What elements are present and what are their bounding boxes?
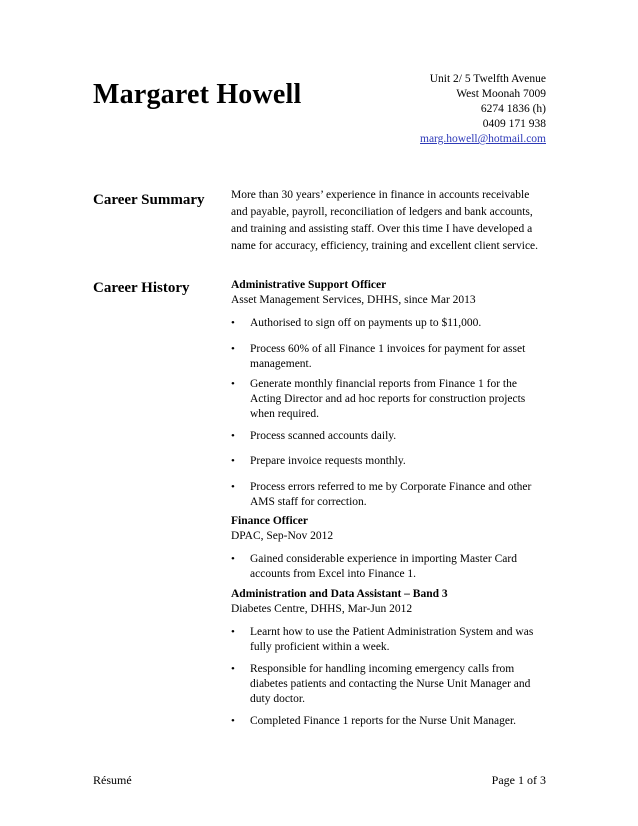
list-item-text: diabetes patients and contacting the Nurse Unit Manager and [250,678,531,690]
list-item-text: Authorised to sign off on payments up to $11,000. [250,317,482,329]
list-item [231,714,551,729]
list-item-text: Process 60% of all Finance 1 invoices for payment for asset [250,343,526,355]
list-item-text: Generate monthly financial reports from Finance 1 for the [250,378,517,390]
bullet-icon: • [231,715,235,727]
phone-home: 6274 1836 (h) [480,103,546,115]
page-number: Page 1 of 3 [491,773,546,787]
bullet-icon: • [231,378,235,390]
career-summary-heading: Career Summary [93,192,205,208]
bullet-icon: • [231,343,235,355]
summary-line: and training and assisting staff. Over this time I have developed a [231,223,533,235]
candidate-name: Margaret Howell [93,79,302,110]
list-item [231,552,551,582]
contact-block [420,72,546,147]
list-item-text: Completed Finance 1 reports for the Nurse Unit Manager. [250,715,517,727]
footer-title: Résumé [93,773,132,787]
summary-line: and payable, payroll, reconciliation of ledgers and bank accounts, [231,206,533,218]
summary-line: More than 30 years’ experience in finance in accounts receivable [231,189,530,201]
job-entry [231,587,551,617]
bullet-icon: • [231,455,235,467]
list-item-text: Process errors referred to me by Corporate Finance and other [250,481,532,493]
list-item-text: Learnt how to use the Patient Administration System and was [250,626,534,638]
list-item-text: Acting Director and ad hoc reports for construction projects [250,393,526,405]
bullet-icon: • [231,626,235,638]
job-entry [231,514,551,544]
list-item [231,377,551,422]
career-history-heading: Career History [93,280,190,296]
bullet-icon: • [231,481,235,493]
bullet-icon: • [231,317,235,329]
list-item-text: accounts from Excel into Finance 1. [250,568,417,580]
list-item [231,480,551,510]
job-title: Finance Officer [231,515,308,527]
list-item-text: management. [250,358,312,370]
list-item [231,625,551,655]
list-item [231,429,551,444]
address-suburb: West Moonah 7009 [456,88,546,100]
bullet-icon: • [231,553,235,565]
list-item-text: duty doctor. [250,693,305,705]
summary-line: name for accuracy, efficiency, training and excellent client service. [231,240,539,252]
job-organisation: Diabetes Centre, DHHS, Mar-Jun 2012 [231,603,413,615]
bullet-icon: • [231,663,235,675]
job-title: Administrative Support Officer [231,279,387,291]
list-item [231,316,551,331]
list-item-text: AMS staff for correction. [250,496,367,508]
email-link[interactable]: marg.howell@hotmail.com [420,133,546,145]
list-item-text: when required. [250,408,319,420]
job-title: Administration and Data Assistant – Band 3 [231,588,448,600]
address-street: Unit 2/ 5 Twelfth Avenue [429,73,546,85]
list-item-text: Responsible for handling incoming emergency calls from [250,663,515,675]
list-item-text: Process scanned accounts daily. [250,430,397,442]
job-organisation: DPAC, Sep-Nov 2012 [231,530,334,542]
job-organisation: Asset Management Services, DHHS, since Mar 2013 [231,294,476,306]
career-summary-text [231,187,546,255]
bullet-icon: • [231,430,235,442]
list-item [231,662,551,707]
list-item [231,454,551,469]
job-entry [231,278,551,308]
phone-mobile: 0409 171 938 [482,118,546,130]
list-item-text: Gained considerable experience in importing Master Card [250,553,517,565]
list-item-text: Prepare invoice requests monthly. [250,455,406,467]
list-item [231,342,551,372]
list-item-text: fully proficient within a week. [250,641,390,653]
